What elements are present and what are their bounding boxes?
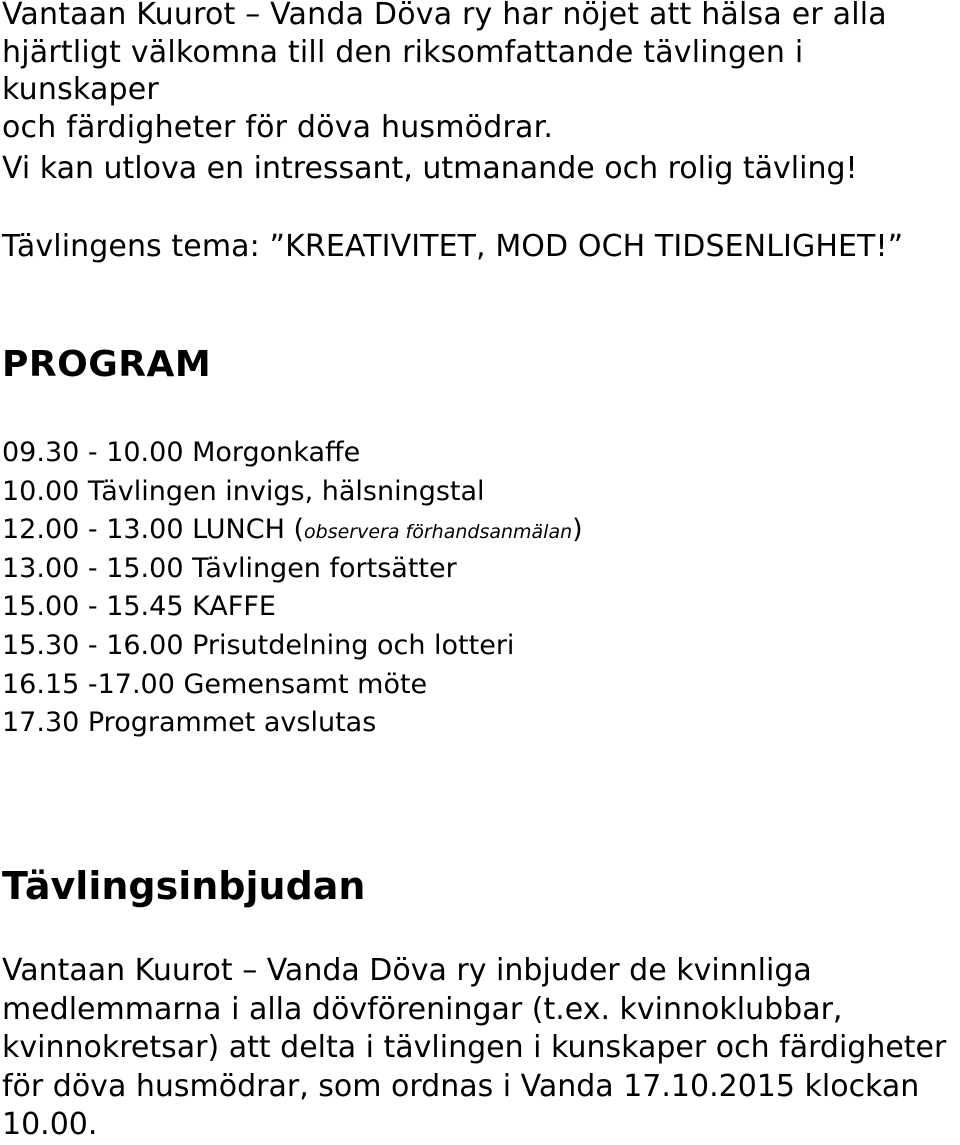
- schedule-item: [2, 627, 583, 666]
- schedule-item-note: observera förhandsanmälan: [304, 521, 573, 544]
- schedule-item: [2, 666, 583, 705]
- invitation-line: för döva husmödrar, som ordnas i Vanda 17.10.2015 klockan: [2, 1068, 920, 1104]
- program-heading: PROGRAM: [2, 344, 212, 385]
- schedule-item: [2, 588, 583, 627]
- intro-line: Vantaan Kuurot – Vanda Döva ry har nöjet att hälsa er alla: [2, 0, 887, 32]
- schedule-item: [2, 511, 583, 550]
- invitation-line: medlemmarna i alla dövföreningar (t.ex. kvinnoklubbar,: [2, 991, 843, 1027]
- schedule-item-text: 13.00 - 15.00 Tävlingen fortsätter: [2, 552, 457, 584]
- schedule-item-text: 15.00 - 15.45 KAFFE: [2, 591, 276, 623]
- schedule-item-text: 16.15 -17.00 Gemensamt möte: [2, 668, 428, 700]
- intro-paragraph: [2, 0, 952, 146]
- schedule-item: [2, 473, 583, 512]
- invitation-line: kvinnokretsar) att delta i tävlingen i kunskaper och färdigheter: [2, 1030, 947, 1065]
- schedule-item-text: 12.00 - 13.00 LUNCH (: [2, 514, 305, 546]
- schedule-item-text: 10.00 Tävlingen invigs, hälsningstal: [2, 475, 485, 507]
- schedule-item-text: 15.30 - 16.00 Prisutdelning och lotteri: [2, 629, 515, 661]
- invitation-line: Vantaan Kuurot – Vanda Döva ry inbjuder de kvinnliga: [2, 953, 812, 988]
- invitation-paragraph: [2, 952, 958, 1145]
- schedule-item-text: 17.30 Programmet avslutas: [2, 707, 377, 739]
- invitation-heading: Tävlingsinbjudan: [2, 864, 366, 908]
- tagline-text: Vi kan utlova en intressant, utmanande och rolig tävling!: [2, 151, 858, 186]
- schedule-item-text: 09.30 - 10.00 Morgonkaffe: [2, 437, 361, 468]
- invitation-line: 10.00.: [2, 1107, 98, 1142]
- program-schedule: [2, 434, 583, 743]
- intro-line: och färdigheter för döva husmödrar.: [2, 109, 554, 145]
- schedule-item: [2, 704, 583, 743]
- schedule-item: [2, 434, 583, 473]
- intro-line: hjärtligt välkomna till den riksomfattande tävlingen i kunskaper: [2, 34, 804, 107]
- schedule-item-suffix: ): [572, 514, 583, 546]
- schedule-item: [2, 550, 583, 589]
- theme-text: Tävlingens tema: ”KREATIVITET, MOD OCH TIDSENLIGHET!”: [2, 229, 904, 264]
